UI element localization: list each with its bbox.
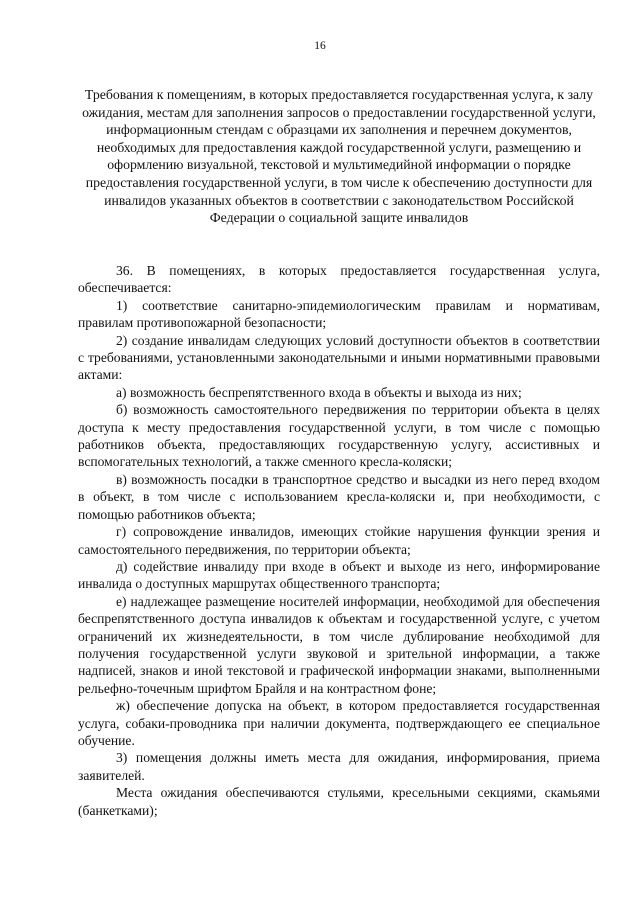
- paragraph-subitem-e: е) надлежащее размещение носителей информации, необходимой для обеспечения беспрепятственного доступа инвалидов к объектам и государственной услуге, с учетом ограничений их жизнедеятельности, в том числе дублирование необходимой для получения государственной услуги звуковой и зрительной информации, а также надписей, знаков и иной текстовой и графической информации знаками, выполненными рельефно-точечным шрифтом Брайля и на контрастном фоне;: [78, 593, 600, 696]
- paragraph-subitem-zh: ж) обеспечение допуска на объект, в котором предоставляется государственная услуга, собаки-проводника при наличии документа, подтверждающего ее специальное обучение.: [78, 698, 600, 748]
- paragraph-item-2: 2) создание инвалидам следующих условий доступности объектов в соответствии с требованиями, установленными законодательными и иными нормативными правовыми актами:: [78, 332, 600, 383]
- paragraph-36-intro: 36. В помещениях, в которых предоставляется государственная услуга, обеспечивается:: [78, 263, 600, 296]
- paragraph-subitem-d: д) содействие инвалиду при входе в объект и выходе из него, информирование инвалида о доступных маршрутах общественного транспорта;: [78, 558, 600, 592]
- paragraph-item-3: 3) помещения должны иметь места для ожидания, информирования, приема заявителей.: [78, 750, 600, 783]
- paragraph-subitem-g: г) сопровождение инвалидов, имеющих стойкие нарушения функции зрения и самостоятельного передвижения, по территории объекта;: [78, 524, 600, 557]
- section-heading: Требования к помещениям, в которых предоставляется государственная услуга, к залу ожидания, местам для заполнения запросов о предоставлении государственной услуги, информационным стендам с образцами их заполнения и перечнем документов, необходимых для предоставления каждой государственной услуги, размещению и оформлению визуальной, текстовой и мультимедийной информации о порядке предоставления государственной услуги, в том числе к обеспечению доступности для инвалидов указанных объектов в соответствии с законодательством Российской Федерации о социальной защите инвалидов: [82, 87, 596, 226]
- page-number: 16: [314, 40, 326, 52]
- paragraph-waiting-places: Места ожидания обеспечиваются стульями, кресельными секциями, скамьями (банкетками);: [78, 785, 600, 818]
- document-body: [78, 262, 600, 819]
- paragraph-subitem-v: в) возможность посадки в транспортное средство и высадки из него перед входом в объект, в том числе с использованием кресла-коляски и, при необходимости, с помощью работников объекта;: [78, 471, 600, 522]
- paragraph-subitem-b: б) возможность самостоятельного передвижения по территории объекта в целях доступа к месту предоставления государственной услуги, в том числе с помощью работников объекта, предоставляющих государственную услугу, ассистивных и вспомогательных технологий, а также сменного кресла-коляски;: [78, 402, 600, 470]
- paragraph-subitem-a: а) возможность беспрепятственного входа в объекты и выхода из них;: [116, 384, 522, 400]
- paragraph-item-1: 1) соответствие санитарно-эпидемиологическим правилам и нормативам, правилам противопожарной безопасности;: [78, 297, 600, 331]
